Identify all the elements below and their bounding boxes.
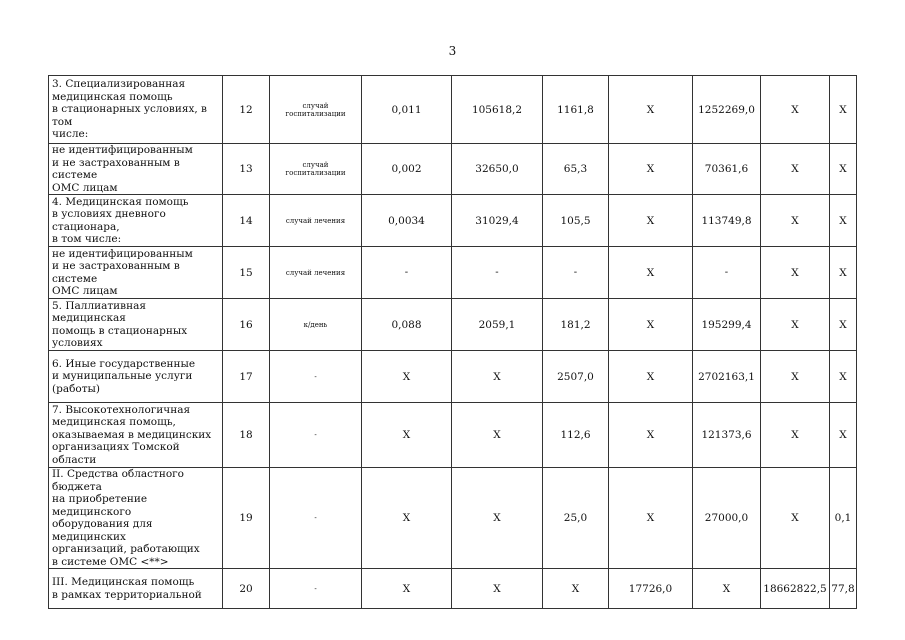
value-cell: 18662822,5 [761, 569, 830, 609]
value-cell: Х [761, 468, 830, 569]
value-cell: Х [452, 351, 543, 403]
table-row [49, 299, 857, 351]
value-cell: 121373,6 [693, 403, 761, 468]
value-cell: Х [609, 195, 693, 247]
value-cell: Х [543, 569, 609, 609]
value-cell: 195299,4 [693, 299, 761, 351]
unit-cell: случай лечения [270, 195, 362, 247]
row-number: 17 [223, 351, 270, 403]
value-cell: 70361,6 [693, 144, 761, 195]
value-cell: 2059,1 [452, 299, 543, 351]
value-cell: Х [609, 403, 693, 468]
value-cell: 0,1 [830, 468, 857, 569]
value-cell: 1252269,0 [693, 76, 761, 144]
value-cell: 0,002 [362, 144, 452, 195]
value-cell: 0,0034 [362, 195, 452, 247]
row-name: 7. Высокотехнологичная медицинская помощь, оказываемая в медицинских организациях Томской области [49, 403, 223, 468]
table-row [49, 569, 857, 609]
value-cell: - [543, 247, 609, 299]
value-cell: Х [609, 144, 693, 195]
row-number: 18 [223, 403, 270, 468]
unit-cell: - [270, 351, 362, 403]
value-cell: Х [362, 403, 452, 468]
value-cell: Х [761, 76, 830, 144]
row-name: не идентифицированным и не застрахованным в системе ОМС лицам [49, 247, 223, 299]
table-row [49, 351, 857, 403]
value-cell: Х [609, 299, 693, 351]
value-cell: Х [761, 247, 830, 299]
value-cell: Х [830, 76, 857, 144]
value-cell: Х [830, 351, 857, 403]
row-name: 4. Медицинская помощь в условиях дневного стационара, в том числе: [49, 195, 223, 247]
value-cell: Х [830, 144, 857, 195]
unit-cell: к/день [270, 299, 362, 351]
table-row [49, 76, 857, 144]
value-cell: 32650,0 [452, 144, 543, 195]
row-name: 3. Специализированная медицинская помощь в стационарных условиях, в том числе: [49, 76, 223, 144]
row-number: 20 [223, 569, 270, 609]
value-cell: Х [830, 195, 857, 247]
value-cell: Х [761, 403, 830, 468]
value-cell: Х [609, 351, 693, 403]
unit-cell: случай госпитализации [270, 144, 362, 195]
value-cell: Х [761, 351, 830, 403]
financing-table [48, 75, 857, 609]
value-cell: 77,8 [830, 569, 857, 609]
row-number: 19 [223, 468, 270, 569]
unit-cell: - [270, 569, 362, 609]
value-cell: Х [609, 247, 693, 299]
value-cell: 1161,8 [543, 76, 609, 144]
value-cell: 105,5 [543, 195, 609, 247]
value-cell: Х [609, 76, 693, 144]
value-cell: 113749,8 [693, 195, 761, 247]
table-row [49, 195, 857, 247]
page-number: 3 [448, 44, 457, 58]
value-cell: 17726,0 [609, 569, 693, 609]
unit-cell: случай лечения [270, 247, 362, 299]
row-name: 6. Иные государственные и муниципальные услуги (работы) [49, 351, 223, 403]
row-number: 15 [223, 247, 270, 299]
value-cell: 25,0 [543, 468, 609, 569]
value-cell: 31029,4 [452, 195, 543, 247]
value-cell: Х [452, 468, 543, 569]
value-cell: Х [362, 569, 452, 609]
value-cell: Х [830, 403, 857, 468]
value-cell: 112,6 [543, 403, 609, 468]
row-number: 13 [223, 144, 270, 195]
value-cell: 65,3 [543, 144, 609, 195]
value-cell: 0,088 [362, 299, 452, 351]
value-cell: Х [362, 351, 452, 403]
value-cell: Х [830, 299, 857, 351]
value-cell: Х [693, 569, 761, 609]
row-number: 16 [223, 299, 270, 351]
table-row [49, 247, 857, 299]
row-name: не идентифицированным и не застрахованным в системе ОМС лицам [49, 144, 223, 195]
value-cell: 0,011 [362, 76, 452, 144]
value-cell: 2702163,1 [693, 351, 761, 403]
value-cell: Х [761, 299, 830, 351]
unit-cell: случай госпитализации [270, 76, 362, 144]
value-cell: Х [609, 468, 693, 569]
table-row [49, 144, 857, 195]
value-cell: 27000,0 [693, 468, 761, 569]
row-number: 14 [223, 195, 270, 247]
table-row [49, 468, 857, 569]
value-cell: 105618,2 [452, 76, 543, 144]
value-cell: Х [761, 195, 830, 247]
value-cell: Х [452, 403, 543, 468]
row-name: III. Медицинская помощь в рамках территориальной [49, 569, 223, 609]
value-cell: Х [362, 468, 452, 569]
value-cell: Х [452, 569, 543, 609]
unit-cell: - [270, 468, 362, 569]
value-cell: - [693, 247, 761, 299]
value-cell: 181,2 [543, 299, 609, 351]
value-cell: Х [830, 247, 857, 299]
unit-cell: - [270, 403, 362, 468]
row-name: II. Средства областного бюджета на приобретение медицинского оборудования для медицинских организаций, работающих в системе ОМС <**> [49, 468, 223, 569]
row-name: 5. Паллиативная медицинская помощь в стационарных условиях [49, 299, 223, 351]
value-cell: 2507,0 [543, 351, 609, 403]
table-row [49, 403, 857, 468]
row-number: 12 [223, 76, 270, 144]
value-cell: - [362, 247, 452, 299]
value-cell: - [452, 247, 543, 299]
value-cell: Х [761, 144, 830, 195]
